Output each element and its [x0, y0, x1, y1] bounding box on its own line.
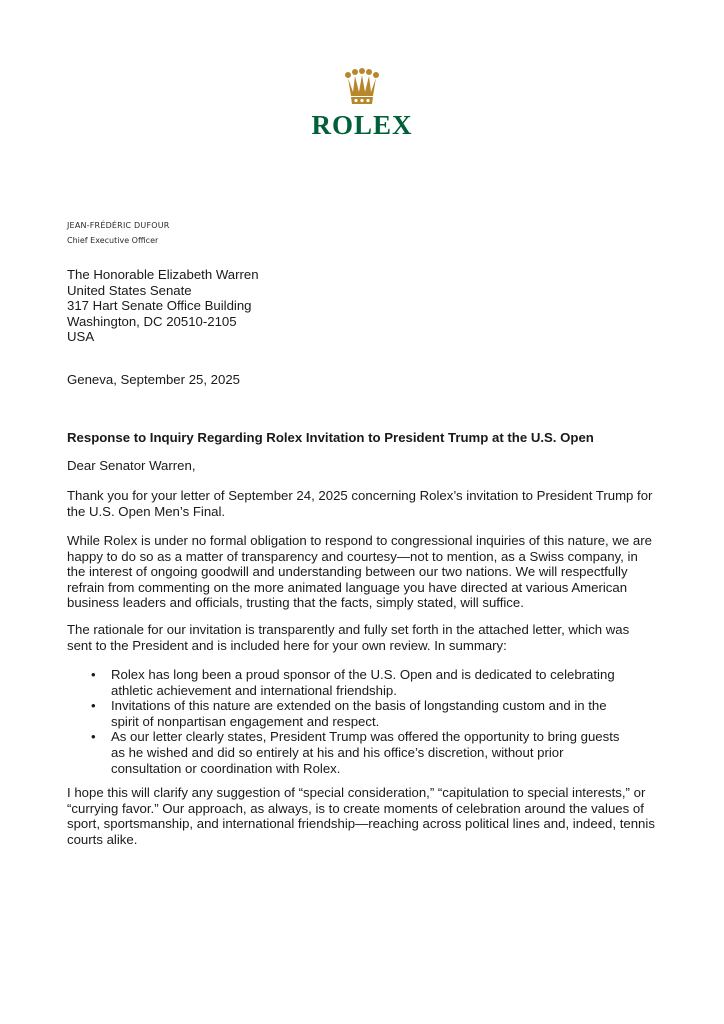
- paragraph: I hope this will clarify any suggestion of “special consideration,” “capitulation to special interests,” or “currying favor.” Our approach, as always, is to create moments of celebration around the values of sport, sportsmanship, and international friendship—reaching across political lines and, indeed, tennis courts alike.: [67, 785, 655, 847]
- bullet-icon: •: [91, 667, 96, 682]
- list-item-text: Rolex has long been a proud sponsor of the U.S. Open and is dedicated to celebrating athletic achievement and international friendship.: [111, 667, 615, 698]
- paragraph: The rationale for our invitation is transparently and fully set forth in the attached letter, which was sent to the President and is included here for your own review. In summary:: [67, 622, 630, 653]
- executive-title: Chief Executive Officer: [67, 236, 159, 245]
- summary-list: [91, 667, 626, 776]
- list-item-text: Invitations of this nature are extended on the basis of longstanding custom and in the spirit of nonpartisan engagement and respect.: [111, 698, 607, 729]
- crown-icon: [344, 68, 380, 106]
- address-line: United States Senate: [67, 282, 192, 298]
- list-item: [91, 698, 626, 729]
- bullet-icon: •: [91, 729, 96, 745]
- list-item: [91, 667, 626, 698]
- list-item-text: As our letter clearly states, President Trump was offered the opportunity to bring guests as he wished and did so entirely at his and his office’s discretion, without prior consultation or coordination with Rolex.: [111, 729, 620, 776]
- executive-name: JEAN-FRÉDÉRIC DUFOUR: [67, 221, 170, 230]
- subject-line: Response to Inquiry Regarding Rolex Invitation to President Trump at the U.S. Open: [67, 430, 594, 445]
- address-line: USA: [67, 329, 95, 345]
- date-line: Geneva, September 25, 2025: [67, 372, 241, 387]
- brand-wordmark: ROLEX: [311, 110, 413, 140]
- salutation: Dear Senator Warren,: [67, 458, 196, 473]
- bullet-icon: •: [91, 698, 96, 714]
- rolex-logo: [0, 68, 724, 140]
- recipient-address: [67, 267, 657, 345]
- address-line: 317 Hart Senate Office Building: [67, 298, 252, 314]
- address-line: Washington, DC 20510-2105: [67, 313, 237, 329]
- paragraph: Thank you for your letter of September 24, 2025 concerning Rolex’s invitation to President Trump for the U.S. Open Men’s Final.: [67, 488, 653, 519]
- address-line: The Honorable Elizabeth Warren: [67, 267, 259, 282]
- list-item: [91, 729, 626, 776]
- paragraph: While Rolex is under no formal obligation to respond to congressional inquiries of this nature, we are happy to do so as a matter of transparency and courtesy—not to mention, as a Swiss company, in the interest of ongoing goodwill and understanding between our two nations. We will respectfully refrain from commenting on the more animated language you have directed at various American business leaders and officials, trusting that the facts, simply stated, will suffice.: [67, 533, 652, 611]
- executive-block: [67, 220, 170, 246]
